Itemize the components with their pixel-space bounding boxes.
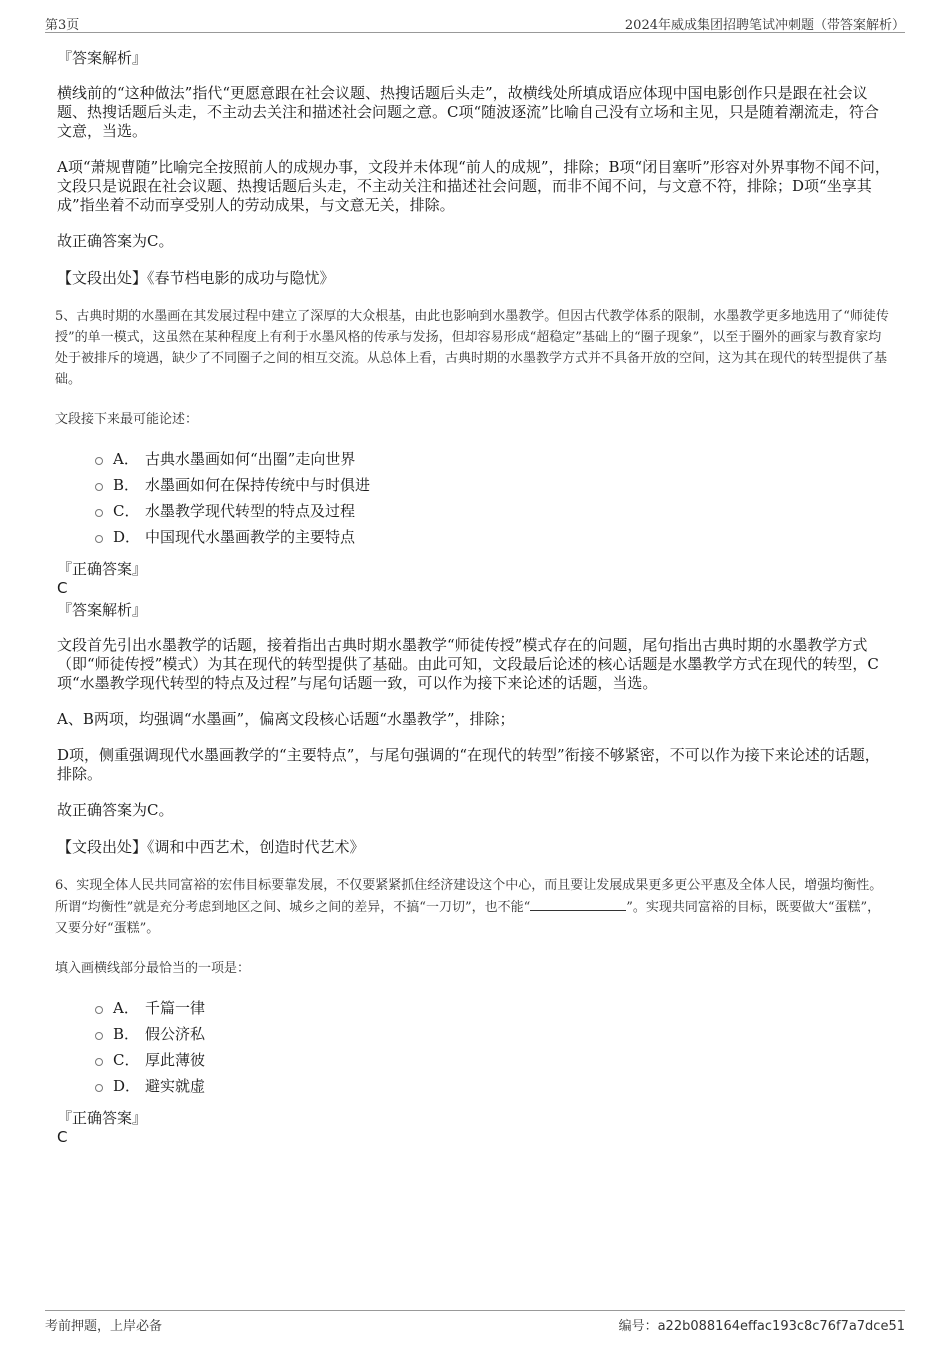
- page-header: [45, 12, 905, 33]
- radio-icon[interactable]: [95, 1032, 103, 1040]
- document-title: 2024年威成集团招聘笔试冲刺题（带答案解析）: [624, 18, 905, 33]
- analysis-paragraph: A项“萧规曹随”比喻完全按照前人的成规办事，文段并未体现“前人的成规”，排除；B项“闭目塞听”形容对外界事物不闻不问，文段只是说跟在社会议题、热搜话题后头走，不主动关注和描述社会问题，而非不闻不问，与文意不符，排除；D项“坐享其成”指坐着不动而享受别人的劳动成果，与文意无关，排除。: [57, 158, 890, 214]
- correct-answer-label: 『正确答案』: [57, 1109, 148, 1127]
- conclusion-text: 故正确答案为C。: [57, 232, 174, 250]
- analysis-label: 『答案解析』: [57, 601, 148, 619]
- option-b[interactable]: B． 水墨画如何在保持传统中与时俱进: [95, 472, 893, 498]
- radio-icon[interactable]: [95, 1006, 103, 1014]
- source-citation: 【文段出处】《春节档电影的成功与隐忧》: [57, 269, 335, 287]
- question-6-options: [95, 995, 893, 1099]
- option-c[interactable]: C． 厚此薄彼: [95, 1047, 893, 1073]
- analysis-paragraph: D项，侧重强调现代水墨画教学的“主要特点”，与尾句强调的“在现代的转型”衔接不够紧密，不可以作为接下来论述的话题，排除。: [57, 746, 880, 783]
- correct-answer: C: [57, 579, 68, 597]
- radio-icon[interactable]: [95, 1084, 103, 1092]
- option-d[interactable]: D． 中国现代水墨画教学的主要特点: [95, 524, 893, 550]
- correct-answer-label: 『正确答案』: [57, 560, 148, 578]
- analysis-label: 『答案解析』: [57, 49, 148, 67]
- source-citation: 【文段出处】《调和中西艺术，创造时代艺术》: [57, 838, 365, 856]
- radio-icon[interactable]: [95, 1058, 103, 1066]
- question-5-text: 5、古典时期的水墨画在其发展过程中建立了深厚的大众根基，由此也影响到水墨教学。但因古代教学体系的限制，水墨教学更多地选用了“师徒传授”的单一模式，这虽然在某种程度上有利于水墨风格的传承与发扬，但却容易形成“超稳定”基础上的“圈子现象”，以至于圈外的画家与教育家均处于被排斥的境遇，缺少了不同圈子之间的相互交流。从总体上看，古典时期的水墨教学方式并不具备开放的空间，这为其在现代的转型提供了基础。: [55, 309, 889, 387]
- question-6-text: 6、实现全体人民共同富裕的宏伟目标要靠发展，不仅要紧紧抓住经济建设这个中心，而且要让发展成果更多更公平惠及全体人民，增强均衡性。所谓“均衡性”就是充分考虑到地区之间、城乡之间的差异，不搞“一刀切”，也不能“ ”。实现共同富裕的目标，既要做大“蛋糕”，又要分好“蛋糕”。: [55, 878, 883, 936]
- correct-answer: C: [57, 1128, 68, 1146]
- conclusion-text: 故正确答案为C。: [57, 801, 174, 819]
- radio-icon[interactable]: [95, 457, 103, 465]
- page-content: [57, 48, 893, 1149]
- radio-icon[interactable]: [95, 483, 103, 491]
- option-d[interactable]: D． 避实就虚: [95, 1073, 893, 1099]
- option-b[interactable]: B． 假公济私: [95, 1021, 893, 1047]
- question-5-options: [95, 446, 893, 550]
- document-code: 编号：a22b088164effac193c8c76f7a7dce51: [618, 1319, 905, 1334]
- analysis-paragraph: A、B两项，均强调“水墨画”，偏离文段核心话题“水墨教学”，排除；: [57, 710, 515, 728]
- fill-blank: [530, 896, 626, 911]
- radio-icon[interactable]: [95, 535, 103, 543]
- analysis-paragraph: 横线前的“这种做法”指代“更愿意跟在社会议题、热搜话题后头走”，故横线处所填成语应体现中国电影创作只是跟在社会议题、热搜话题后头走，不主动去关注和描述社会问题之意。C项“随波逐流”比喻自己没有立场和主见，只是随着潮流走，符合文意，当选。: [57, 84, 879, 140]
- option-a[interactable]: A． 千篇一律: [95, 995, 893, 1021]
- question-5-prompt: 文段接下来最可能论述：: [55, 412, 199, 427]
- radio-icon[interactable]: [95, 509, 103, 517]
- question-6-prompt: 填入画横线部分最恰当的一项是：: [55, 961, 251, 976]
- footer-slogan: 考前押题，上岸必备: [45, 1319, 163, 1334]
- option-a[interactable]: A． 古典水墨画如何“出圈”走向世界: [95, 446, 893, 472]
- option-c[interactable]: C． 水墨教学现代转型的特点及过程: [95, 498, 893, 524]
- page-footer: [45, 1310, 905, 1335]
- page-number: 第3页: [45, 18, 80, 33]
- analysis-paragraph: 文段首先引出水墨教学的话题，接着指出古典时期水墨教学“师徒传授”模式存在的问题，尾句指出古典时期的水墨教学方式（即“师徒传授”模式）为其在现代的转型提供了基础。由此可知，文段最后论述的核心话题是水墨教学方式在现代的转型，C项“水墨教学现代转型的特点及过程”与尾句话题一致，可以作为接下来论述的话题，当选。: [57, 636, 879, 692]
